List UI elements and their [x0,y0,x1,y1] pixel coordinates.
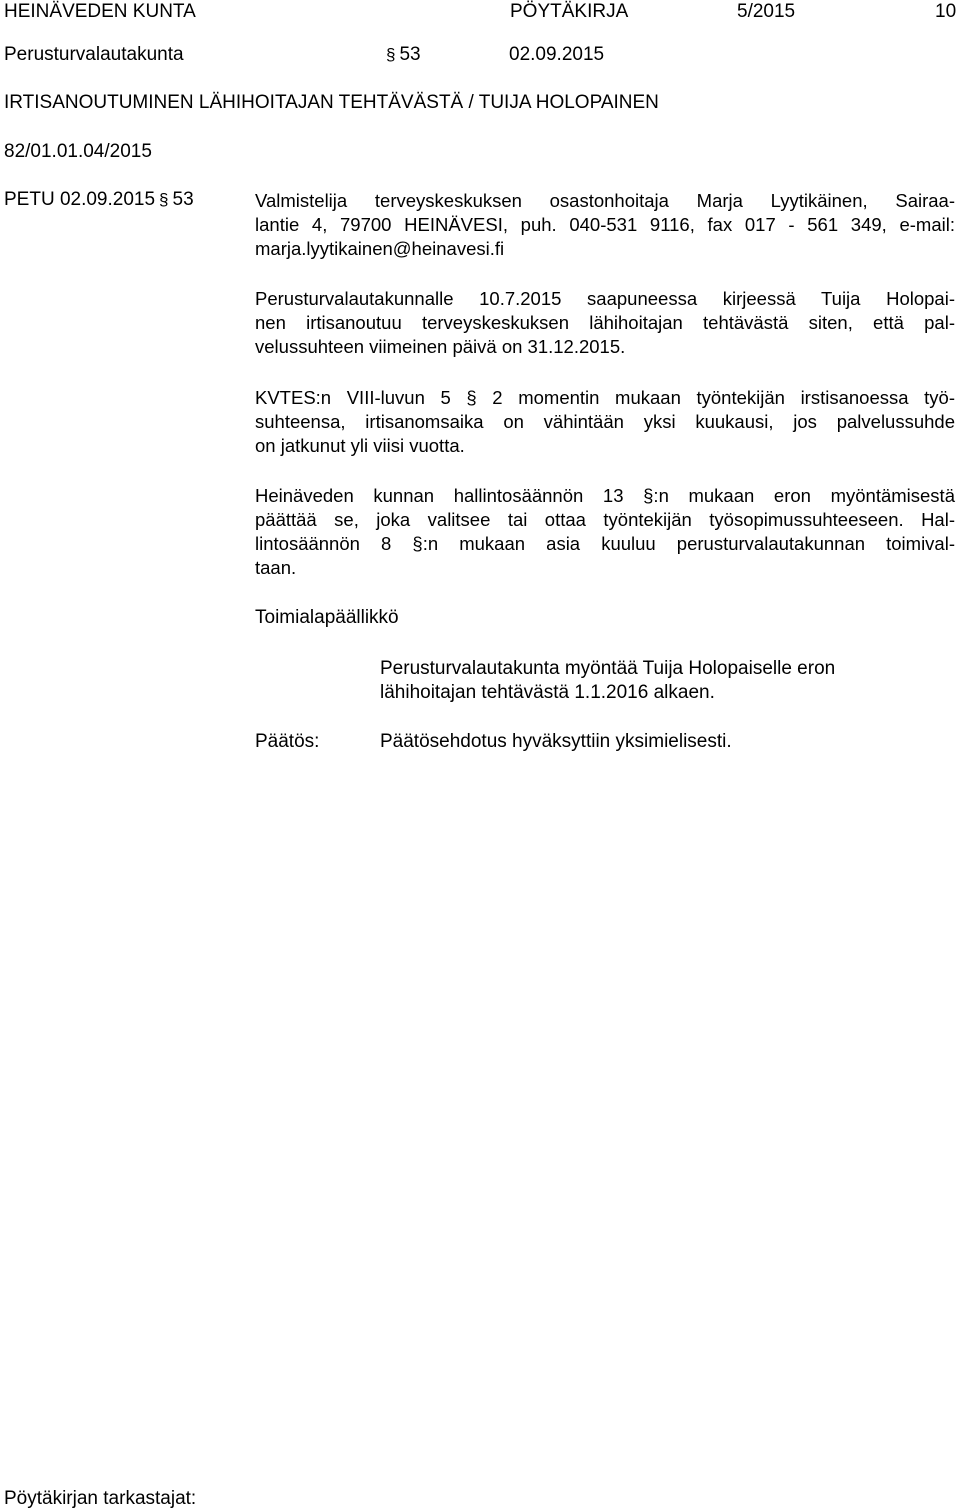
item-section-symbol: § [159,190,169,209]
section-symbol: § [386,45,396,64]
paragraph-letter [255,287,955,359]
document-type: PÖYTÄKIRJA [510,1,629,22]
preparer-line: lantie 4, 79700 HEINÄVESI, puh. 040-531 9116, fax 017 - 561 349, e-mail: [255,214,955,235]
decision-text: Päätösehdotus hyväksyttiin yksimielisesti. [380,731,732,752]
preparer-line: Valmistelija terveyskeskuksen osastonhoitaja Marja Lyytikäinen, Sairaa- [255,190,955,211]
preparer-email: marja.lyytikainen@heinavesi.fi [255,238,505,259]
document-number: 5/2015 [737,1,796,22]
paragraph-kvtes [255,386,955,458]
item-body: PETU 02.09.2015 [4,189,156,210]
paragraph-line: velussuhteen viimeinen päivä on 31.12.2015. [255,336,626,357]
proposal-line: lähihoitajan tehtävästä 1.1.2016 alkaen. [380,682,715,703]
board-name: Perusturvalautakunta [4,44,184,65]
decision-label: Päätös: [255,731,320,752]
paragraph-line: suhteensa, irtisanomsaika on vähintään yksi kuukausi, jos palvelussuhde [255,411,955,432]
municipality-name: HEINÄVEDEN KUNTA [4,1,196,22]
reference-number: 82/01.01.04/2015 [4,141,152,162]
paragraph-line: taan. [255,557,297,578]
paragraph-line: KVTES:n VIII-luvun 5 § 2 momentin mukaan työntekijän irstisanoessa työ- [255,387,955,408]
footer-reviewers: Pöytäkirjan tarkastajat: [4,1488,197,1509]
paragraph-line: lintosäännön 8 §:n mukaan asia kuuluu perusturvalautakunnan toimival- [255,533,955,554]
paragraph-line: on jatkunut yli viisi vuotta. [255,435,465,456]
preparer-block [255,189,955,261]
meeting-date: 02.09.2015 [509,44,605,65]
paragraph-line: Perusturvalautakunnalle 10.7.2015 saapuneessa kirjeessä Tuija Holopai- [255,288,955,309]
paragraph-line: Heinäveden kunnan hallintosäännön 13 §:n mukaan eron myöntämisestä [255,485,955,506]
item-reference [4,189,194,211]
item-title: IRTISANOUTUMINEN LÄHIHOITAJAN TEHTÄVÄSTÄ / TUIJA HOLOPAINEN [4,92,659,113]
paragraph-regulation [255,484,955,580]
item-section-number: 53 [172,189,194,210]
section-mark [382,44,421,66]
paragraph-line: päättää se, joka valitsee tai ottaa työntekijän työsopimussuhteeseen. Hal- [255,509,955,530]
proposal-block [380,657,835,705]
section-number: 53 [399,44,421,65]
proposer: Toimialapäällikkö [255,607,399,628]
paragraph-line: nen irtisanoutuu terveyskeskuksen lähihoitajan tehtävästä siten, että pal- [255,312,955,333]
proposal-line: Perusturvalautakunta myöntää Tuija Holopaiselle eron [380,658,836,679]
page-number: 10 [935,1,957,22]
